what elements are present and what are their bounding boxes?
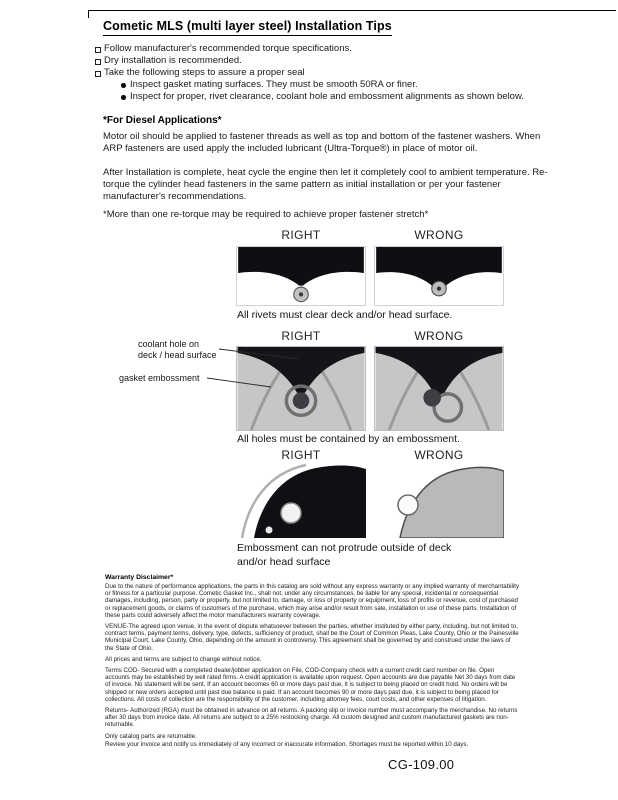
rivet-wrong-diagram bbox=[374, 246, 504, 306]
diesel-paragraph-1: Motor oil should be applied to fastener threads as well as top and bottom of the fastener washers. When ARP fasteners are used apply the included lubricant (Ultra-Torque®) in place of motor oil. bbox=[103, 131, 541, 154]
diesel-paragraph-2: After Installation is complete, heat cycle the engine then let it completely cool to ambient temperature. Re-torque the cylinder head fasteners in the same pattern as initial installation or per your fastener manufacturer's recommendations. bbox=[103, 167, 548, 202]
catalog-parts-line: Only catalog parts are returnable. bbox=[105, 732, 197, 740]
terms-cod-paragraph: Terms COD- Secured with a completed dealer/jobber application on File, COD-Company check with a current credit card number on file. Open accounts may be established by well rated firms. A credit application is available upon request. Open accounts are due payable Net 30 days from date of invoice. No statement will be sent. If an account becomes 60 or more days past due, it is subject to being placed on credit hold. No orders will be shipped or new orders accepted until past due balance is paid. If an account becomes 90 or more days past due, it is subject to being placed for collections. All costs of collection are the responsibility of the customer, including attorney fees, court costs, and other expenses of litigation. bbox=[105, 667, 516, 703]
row2-right-label: RIGHT bbox=[281, 329, 321, 343]
rivet-wrong-art bbox=[375, 247, 503, 305]
protrusion-wrong-art bbox=[374, 463, 504, 538]
coolant-hole-label bbox=[138, 339, 220, 360]
row2-caption: All holes must be contained by an embossment. bbox=[237, 433, 460, 445]
row2-wrong-label: WRONG bbox=[414, 329, 464, 343]
warranty-disclaimer-heading: Warranty Disclaimer* bbox=[105, 574, 174, 581]
sub-tip-text: Inspect for proper, rivet clearance, coolant hole and embossment alignments as shown below. bbox=[130, 91, 524, 102]
row3-caption bbox=[237, 541, 451, 569]
row3-right-label: RIGHT bbox=[281, 448, 321, 462]
review-invoice-line: Review your invoice and notify us immediately of any incorrect or inaccurate information. Shortages must be reported within 10 days. bbox=[105, 741, 469, 749]
retorque-note: *More than one re-torque may be required to achieve proper fastener stretch* bbox=[103, 209, 429, 220]
row1-caption: All rivets must clear deck and/or head surface. bbox=[237, 309, 453, 321]
tip-item bbox=[95, 55, 600, 67]
page-title: Cometic MLS (multi layer steel) Installation Tips bbox=[103, 19, 392, 36]
page-border bbox=[88, 10, 616, 18]
embossment-right-diagram bbox=[236, 346, 366, 431]
embossment-right-art bbox=[237, 347, 365, 430]
coolant-hole-label-line2: deck / head surface bbox=[138, 349, 217, 360]
warranty-terms-text bbox=[105, 583, 520, 753]
tip-text: Dry installation is recommended. bbox=[104, 55, 242, 66]
rivet-right-diagram bbox=[236, 246, 366, 306]
embossment-wrong-diagram bbox=[374, 346, 504, 431]
coolant-hole-label-line1: coolant hole on bbox=[138, 339, 200, 349]
rivet-right-art bbox=[237, 247, 365, 305]
returns-paragraph: Returns- Authorized (RGA) must be obtained in advance on all returns. A packing slip or invoice number must accompany the merchandise. No returns after 30 days from invoice date. All returns are subject to a 25% restocking charge. All custom designed and custom manufactured gaskets are non-returnable. bbox=[105, 707, 518, 729]
prices-paragraph: All prices and terms are subject to change without notice. bbox=[105, 655, 262, 663]
tips-sublist bbox=[121, 79, 600, 103]
diesel-applications-heading: *For Diesel Applications* bbox=[103, 115, 222, 126]
tip-text: Follow manufacturer's recommended torque specifications. bbox=[104, 43, 352, 54]
protrusion-wrong-diagram bbox=[374, 463, 504, 538]
warranty-paragraph: Due to the nature of performance applications, the parts in this catalog are sold without any express warranty or any implied warranty of merchantability or fitness for a particular purpose. Cometic Gasket Inc., shall not, under any circumstances, be liable for any special, incidental or consequential damages, including, person, party or property, but not limited to, damage, or loss of property or equipment, loss of profits or revenue, cost of purchased or replacement goods, or claims of customers of the purchase, which may arise and/or result from sale, installation or use of these parts. Installation of these parts could adversely affect the motor manufacturers warranty coverage. bbox=[105, 583, 520, 619]
page-code: CG-109.00 bbox=[388, 757, 455, 772]
row3-caption-line2: and/or head surface bbox=[237, 556, 331, 568]
installation-tips-list bbox=[95, 43, 600, 103]
sub-tip-text: Inspect gasket mating surfaces. They must be smooth 50RA or finer. bbox=[130, 79, 418, 90]
tips-list bbox=[95, 43, 600, 103]
embossment-wrong-art bbox=[375, 347, 503, 430]
sub-tip-item bbox=[121, 79, 600, 91]
tip-text: Take the following steps to assure a proper seal bbox=[104, 67, 305, 78]
tip-item bbox=[95, 43, 600, 55]
row1-right-label: RIGHT bbox=[281, 228, 321, 242]
tip-item bbox=[95, 67, 600, 103]
row1-wrong-label: WRONG bbox=[414, 228, 464, 242]
venue-paragraph: VENUE-The agreed upon venue, in the event of dispute whatsoever between the parties, whether instituted by either party, including, but not limited to, contract terms, payment terms, delivery, type, defects, sufficiency of product, shall be the Court of Common Pleas, Lake County, Ohio or the Painesville Municipal Court, Lake County, Ohio, depending on the amount in controversy. This agreement shall be governed by and construed under the laws of the State of Ohio. bbox=[105, 623, 519, 652]
sub-tip-item bbox=[121, 91, 600, 103]
row3-caption-line1: Embossment can not protrude outside of deck bbox=[237, 542, 452, 554]
row3-wrong-label: WRONG bbox=[414, 448, 464, 462]
protrusion-right-diagram bbox=[236, 463, 366, 538]
protrusion-right-art bbox=[236, 463, 366, 538]
gasket-embossment-label: gasket embossment bbox=[119, 373, 200, 383]
